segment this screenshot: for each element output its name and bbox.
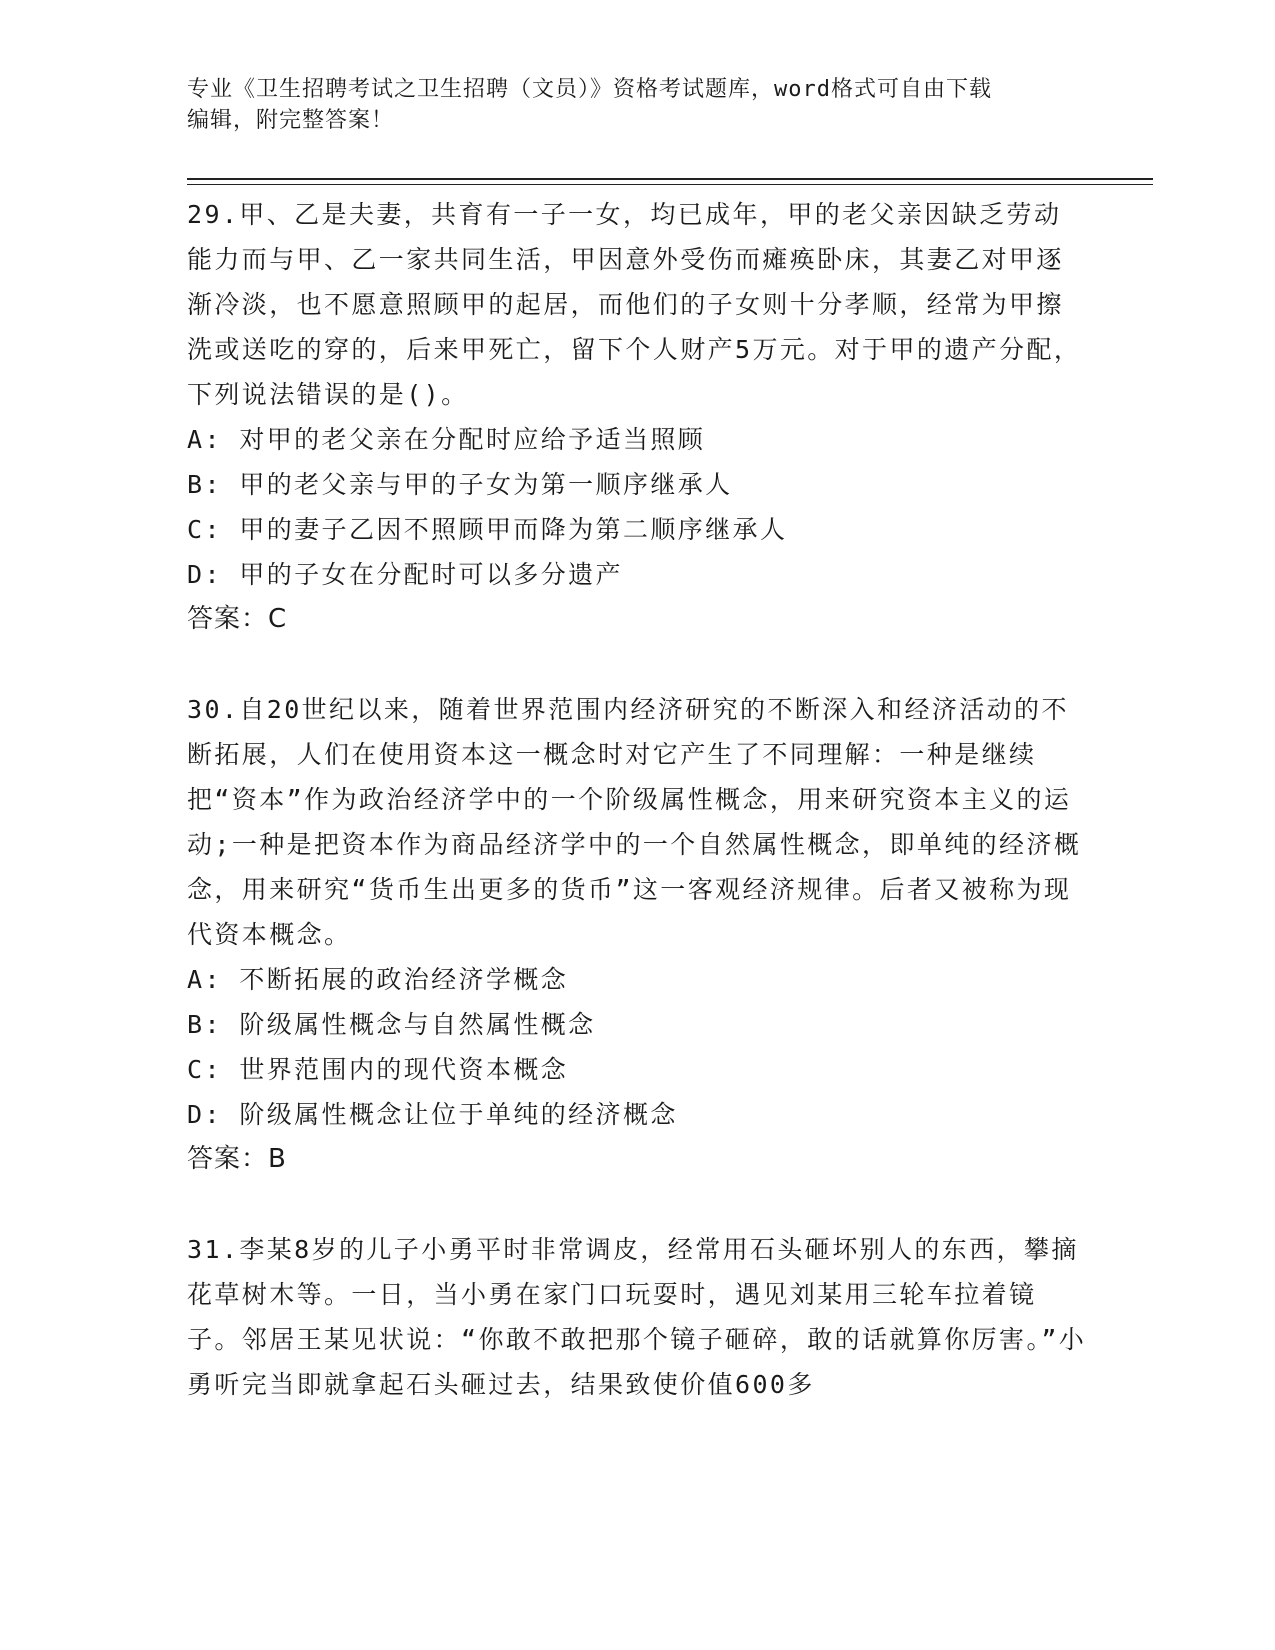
option-c: C: 甲的妻子乙因不照顾甲而降为第二顺序继承人 [187, 515, 788, 544]
document-header [187, 74, 1087, 136]
header-rule-thin [187, 184, 1153, 185]
header-line-2: 编辑，附完整答案！ [187, 108, 395, 133]
option-d: D: 阶级属性概念让位于单纯的经济概念 [187, 1100, 678, 1129]
answer-label: 答案：B [187, 1144, 287, 1174]
question-stem: 30.自20世纪以来，随着世界范围内经济研究的不断深入和经济活动的不断拓展，人们在使用资本这一概念时对它产生了不同理解：一种是继续把“资本”作为政治经济学中的一个阶级属性概念，用来研究资本主义的运动;一种是把资本作为商品经济学中的一个自然属性概念，即单纯的经济概念，用来研究“货币生出更多的货币”这一客观经济规律。后者又被称为现代资本概念。 [187, 695, 1082, 949]
option-b: B: 甲的老父亲与甲的子女为第一顺序继承人 [187, 470, 733, 499]
option-b: B: 阶级属性概念与自然属性概念 [187, 1010, 596, 1039]
option-a: A: 不断拓展的政治经济学概念 [187, 965, 569, 994]
question-stem: 31.李某8岁的儿子小勇平时非常调皮，经常用石头砸坏别人的东西，攀摘花草树木等。一日，当小勇在家门口玩耍时，遇见刘某用三轮车拉着镜子。邻居王某见状说：“你敢不敢把那个镜子砸碎，敢的话就算你厉害。”小勇听完当即就拿起石头砸过去，结果致使价值600多 [187, 1235, 1087, 1399]
header-line-1: 专业《卫生招聘考试之卫生招聘（文员）》资格考试题库，word格式可自由下载 [187, 77, 992, 102]
question-30 [187, 687, 1087, 1182]
question-stem: 29.甲、乙是夫妻，共育有一子一女，均已成年，甲的老父亲因缺乏劳动能力而与甲、乙一家共同生活，甲因意外受伤而瘫痪卧床，其妻乙对甲逐渐冷淡，也不愿意照顾甲的起居，而他们的子女则十分孝顺，经常为甲擦洗或送吃的穿的，后来甲死亡，留下个人财产5万元。对于甲的遗产分配，下列说法错误的是()。 [187, 200, 1082, 409]
header-rule-thick [187, 178, 1153, 180]
question-31 [187, 1227, 1087, 1407]
question-29 [187, 192, 1087, 642]
option-a: A: 对甲的老父亲在分配时应给予适当照顾 [187, 425, 706, 454]
question-list [187, 192, 1087, 1452]
answer-label: 答案：C [187, 604, 288, 634]
option-d: D: 甲的子女在分配时可以多分遗产 [187, 560, 623, 589]
option-c: C: 世界范围内的现代资本概念 [187, 1055, 569, 1084]
